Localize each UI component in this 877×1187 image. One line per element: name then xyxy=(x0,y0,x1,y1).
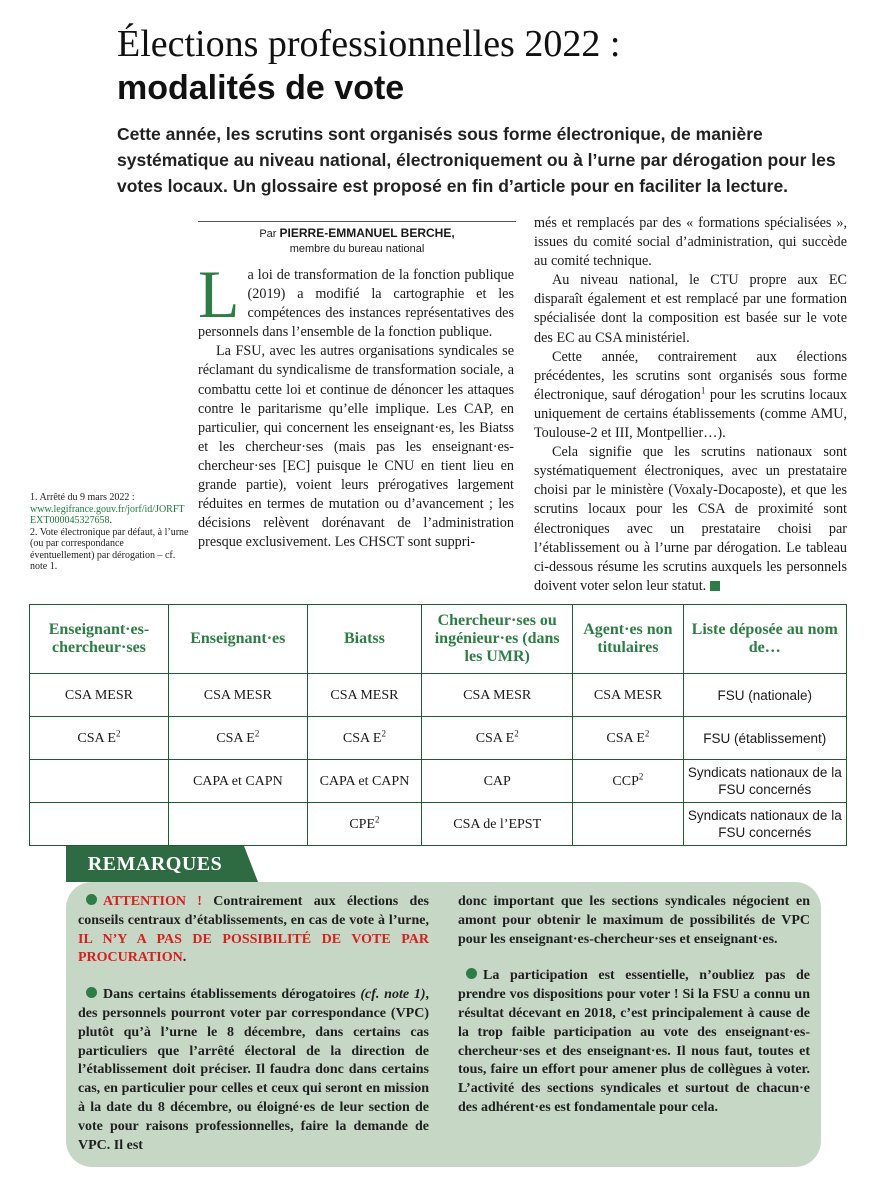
footnotes xyxy=(30,492,190,573)
remarques-column-1 xyxy=(78,893,429,1173)
article-title-line2: modalités de vote xyxy=(117,69,405,107)
table-cell: Syndicats nationaux de la FSU concernés xyxy=(683,803,846,846)
footnote-2: 2. Vote électronique par défaut, à l’urne (ou par correspondance éventuellement) par dérogation – cf. note 1. xyxy=(30,526,189,572)
table-cell: CSA $E^2$ xyxy=(168,717,307,760)
table-cell: CAP xyxy=(422,760,573,803)
table-cell: CSA MESR xyxy=(573,674,683,717)
table-row xyxy=(30,674,847,717)
paragraph-summary: Cela signifie que les scrutins nationaux sont systématiquement électroniques, avec un prestataire choisi par le ministère (Voxaly-Docaposte), et que les scrutins locaux pour les CSA de proximité sont électroniques avec un prestataire choisi par l’établissement ou à l’urne par dérogation. Le tableau ci-dessous résume les scrutins auxquels les personnels doivent voter selon leur statut. xyxy=(534,444,847,594)
bullet-icon xyxy=(86,894,97,905)
paragraph-continued: més et remplacés par des « formations spécialisées », issues du comité social d’administration, qui succède au comité technique. xyxy=(534,215,847,270)
remark-participation: La participation est essentielle, n’oubliez pas de prendre vos dispositions pour voter ! Si la FSU a connu un résultat décevant en 2018, c’est principalement à cause de la trop faible participation au vote des enseignant·es-chercheur·ses et des enseignant·es. Il nous faut, toutes et tous, faire un effort pour amener plus de collègues à voter. L’activité des sections syndicales et surtout de chacun·e des adhérent·es est fondamentale pour cela. xyxy=(458,968,810,1115)
footnote-ref: 1 xyxy=(700,385,706,396)
table-cell: CSA $E^2$ xyxy=(573,717,683,760)
byline-prefix: Par xyxy=(259,228,277,240)
remarques-tab: REMARQUES xyxy=(66,846,244,882)
table-cell: CSA de l’EPST xyxy=(422,803,573,846)
table-cell: CAPA et CAPN xyxy=(168,760,307,803)
paragraph-fsu: La FSU, avec les autres organisations syndicales se réclamant du syndicalisme de transformation sociale, a combattu cette loi et continue de dénoncer les attaques contre le paritarisme qu’elle implique. Les CAP, en particulier, qui concernent les enseignant·es, les Biatss et les chercheur·ses (mais pas les enseignant·es-chercheur·ses [EC] puisque le CNU en tient lieu en grande partie), voient leurs prérogatives largement réduites en termes de mutation ou d’avancement ; les décisions relèvent dorénavant de l’administration presque exclusivement. Les CHSCT sont suppri- xyxy=(198,343,514,551)
table-cell xyxy=(573,803,683,846)
table-row xyxy=(30,717,847,760)
table-header-cell: Enseignant·es xyxy=(168,605,307,674)
footnote-ref: 2 xyxy=(375,813,380,824)
ballot-table xyxy=(29,604,847,846)
remarques-column-2 xyxy=(458,893,810,1136)
table-cell xyxy=(30,760,169,803)
author-name: PIERRE-EMMANUEL BERCHE, xyxy=(279,226,455,240)
table-cell xyxy=(30,803,169,846)
table-cell: Syndicats nationaux de la FSU concernés xyxy=(683,760,846,803)
table-cell: CSA $E^2$ xyxy=(422,717,573,760)
remark-vpc-continued: donc important que les sections syndicales négocient en amont pour obtenir le maximum de possibilités de VPC pour les enseignant·es-chercheur·ses et enseignant·es. xyxy=(458,894,810,947)
table-cell: CSA $E^2$ xyxy=(30,717,169,760)
table-header-cell: Liste déposée au nom de… xyxy=(683,605,846,674)
footnote-ref: 2 xyxy=(644,727,650,738)
footnote-ref: 2 xyxy=(638,770,644,781)
remark-vpc: Dans certains établissements dérogatoires (cf. note 1), des personnels pourront voter par correspondance (VPC) plutôt qu’à l’urne le 8 décembre, dans certains cas particuliers que l’arrêté électoral de la direction de l’établissement doit préciser. Il faudra donc dans certains cas, en particulier pour celles et ceux qui seront en mission à la date du 8 décembre, ou éloigné·es de leur section de vote pour raisons professionnelles, faire la demande de VPC. Il est xyxy=(78,987,430,1153)
legifrance-link[interactable]: www.legifrance.gouv.fr/jorf/id/JORFTEXT000045327658 xyxy=(30,503,185,526)
table-cell: CSA $E^2$ xyxy=(307,717,421,760)
paragraph-intro: La loi de transformation de la fonction publique (2019) a modifié la cartographie et les compétences des instances représentatives des personnels dans l’ensemble de la fonction publique. xyxy=(198,256,514,341)
footnote-ref: 2 xyxy=(514,727,519,738)
bullet-icon xyxy=(86,987,97,998)
end-mark-icon xyxy=(710,581,720,591)
remark-attention: ATTENTION ! Contrairement aux élections des conseils centraux d’établissements, en cas de vote à l’urne, IL N’Y A PAS DE POSSIBILITÉ DE VOTE PAR PROCURATION. xyxy=(78,894,429,966)
footnote-ref: 2 xyxy=(381,727,386,738)
table-header-cell: Enseignant·es-chercheur·ses xyxy=(30,605,169,674)
table-header-cell: Chercheur·ses ou ingénieur·es (dans les UMR) xyxy=(422,605,573,674)
table-cell: CSA MESR xyxy=(168,674,307,717)
article-lead: Cette année, les scrutins sont organisés sous forme électronique, de manière systématique au niveau national, électroniquement ou à l’urne par dérogation pour les votes locaux. Un glossaire est proposé en fin d’article pour en faciliter la lecture. xyxy=(117,124,836,196)
table-cell: CAPA et CAPN xyxy=(307,760,421,803)
table-cell: CSA MESR xyxy=(30,674,169,717)
table-cell xyxy=(168,803,307,846)
author-role: membre du bureau national xyxy=(289,243,425,255)
table-header-row xyxy=(30,605,847,674)
table-header-cell: Biatss xyxy=(307,605,421,674)
table-row xyxy=(30,803,847,846)
article-column-2 xyxy=(534,214,847,596)
table-header-cell: Agent·es non titulaires xyxy=(573,605,683,674)
footnote-1: 1. Arrêté du 9 mars 2022 : www.legifrance.gouv.fr/jorf/id/JORFTEXT000045327658. xyxy=(30,492,185,526)
article-title-line1: Élections professionnelles 2022 : xyxy=(117,23,621,65)
byline xyxy=(198,226,516,257)
drop-cap: L xyxy=(198,256,240,332)
article-column-1 xyxy=(198,256,514,552)
footnote-ref: 2 xyxy=(115,727,121,738)
byline-divider xyxy=(198,221,516,222)
table-row xyxy=(30,760,847,803)
table-cell: FSU (nationale) xyxy=(683,674,846,717)
table-cell: CCP$^2$ xyxy=(573,760,683,803)
table-cell: CSA MESR xyxy=(307,674,421,717)
table-cell: CPE$^2$ xyxy=(307,803,421,846)
footnote-ref: 2 xyxy=(254,727,260,738)
table-cell: CSA MESR xyxy=(422,674,573,717)
bullet-icon xyxy=(466,968,477,979)
paragraph-national: Au niveau national, le CTU propre aux EC disparaît également et est remplacé par une formation spécialisée dont la composition est basée sur le vote des EC au CSA ministériel. xyxy=(534,272,847,346)
table-cell: FSU (établissement) xyxy=(683,717,846,760)
paragraph-electronic: Cette année, contrairement aux élections précédentes, les scrutins sont organisés sous forme électronique, sauf dérogation$^1$ pour les scrutins locaux uniquement de certains établissements (comme AMU, Toulouse-2 et III, Montpellier…). xyxy=(534,348,847,442)
